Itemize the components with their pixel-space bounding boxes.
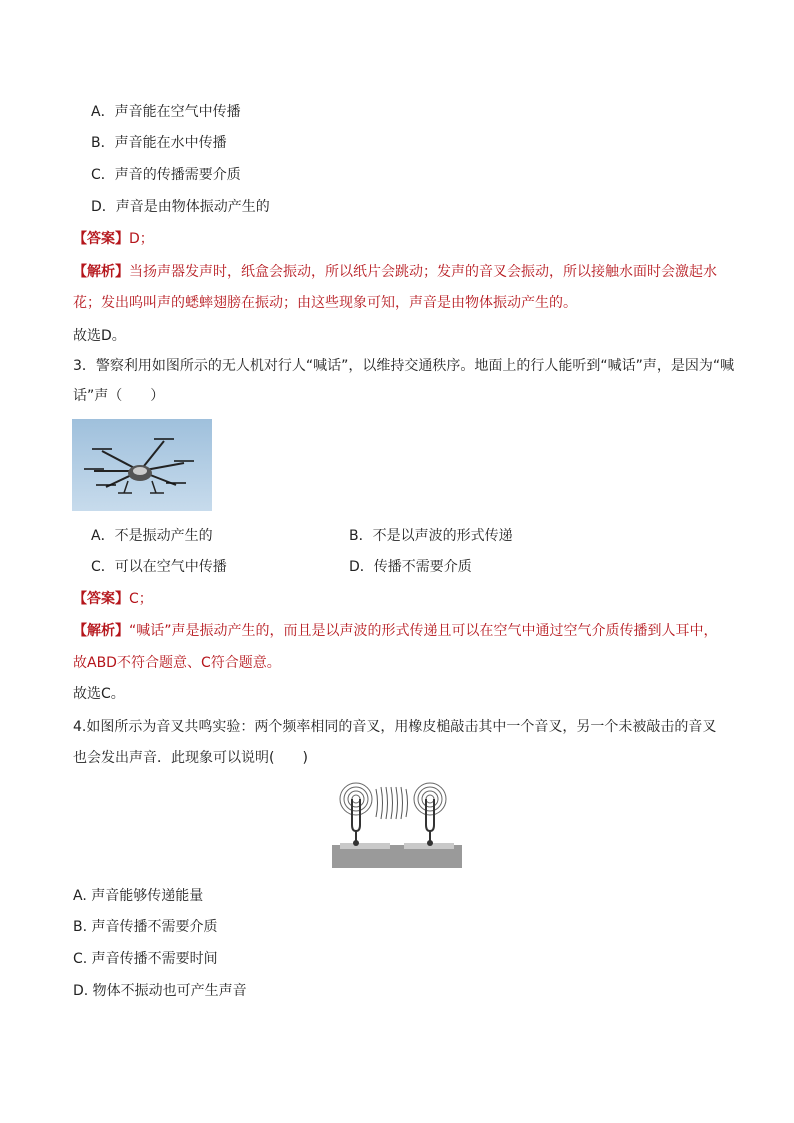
q3-option-a: A．不是振动产生的 [91, 528, 213, 544]
analysis-tag: 【解析】 [73, 623, 129, 639]
resonance-illustration [332, 781, 462, 868]
q3-option-d: D．传播不需要介质 [349, 559, 472, 575]
answer-value: C； [129, 591, 153, 607]
q2-option-d: D．声音是由物体振动产生的 [91, 199, 270, 215]
q2-option-b: B．声音能在水中传播 [91, 135, 227, 151]
q3-option-c: C．可以在空气中传播 [91, 559, 227, 575]
tuning-fork-figure [332, 781, 462, 868]
q4-option-c: C. 声音传播不需要时间 [73, 951, 218, 967]
analysis-text: 当扬声器发声时，纸盒会振动，所以纸片会跳动；发声的音叉会振动，所以接触水面时会激起水 [129, 264, 717, 280]
q4-stem-line2: 也会发出声音．此现象可以说明( ) [73, 750, 308, 766]
analysis-tag: 【解析】 [73, 264, 129, 280]
q4-option-a: A. 声音能够传递能量 [73, 888, 204, 904]
drone-photo [72, 419, 212, 511]
q3-stem-line1: 3．警察利用如图所示的无人机对行人“喊话”，以维持交通秩序。地面上的行人能听到“喊话”声，是因为“喊 [73, 358, 735, 374]
analysis-text: “喊话”声是振动产生的，而且是以声波的形式传递且可以在空气中通过空气介质传播到人耳中， [129, 623, 718, 639]
q3-conclusion: 故选C。 [73, 686, 125, 702]
q4-option-b: B. 声音传播不需要介质 [73, 919, 218, 935]
q3-option-b: B．不是以声波的形式传递 [349, 528, 513, 544]
answer-tag: 【答案】 [73, 231, 129, 247]
q3-answer [73, 589, 153, 609]
q2-answer [73, 229, 154, 249]
drone-illustration [72, 419, 212, 511]
answer-value: D； [129, 231, 154, 247]
answer-tag: 【答案】 [73, 591, 129, 607]
q3-analysis-line2: 故ABD不符合题意、C符合题意。 [73, 655, 281, 671]
q2-analysis-line1 [73, 262, 717, 282]
q2-analysis-line2: 花；发出呜叫声的蟋蟀翅膀在振动；由这些现象可知，声音是由物体振动产生的。 [73, 295, 577, 311]
q2-option-a: A．声音能在空气中传播 [91, 104, 241, 120]
q4-option-d: D. 物体不振动也可产生声音 [73, 983, 247, 999]
q4-stem-line1: 4.如图所示为音叉共鸣实验：两个频率相同的音叉，用橡皮槌敲击其中一个音叉，另一个未被敲击的音叉 [73, 719, 717, 735]
q3-stem-line2: 话”声（ ） [73, 388, 165, 404]
q3-analysis-line1 [73, 621, 718, 641]
q2-conclusion: 故选D。 [73, 328, 126, 344]
q2-option-c: C．声音的传播需要介质 [91, 167, 241, 183]
